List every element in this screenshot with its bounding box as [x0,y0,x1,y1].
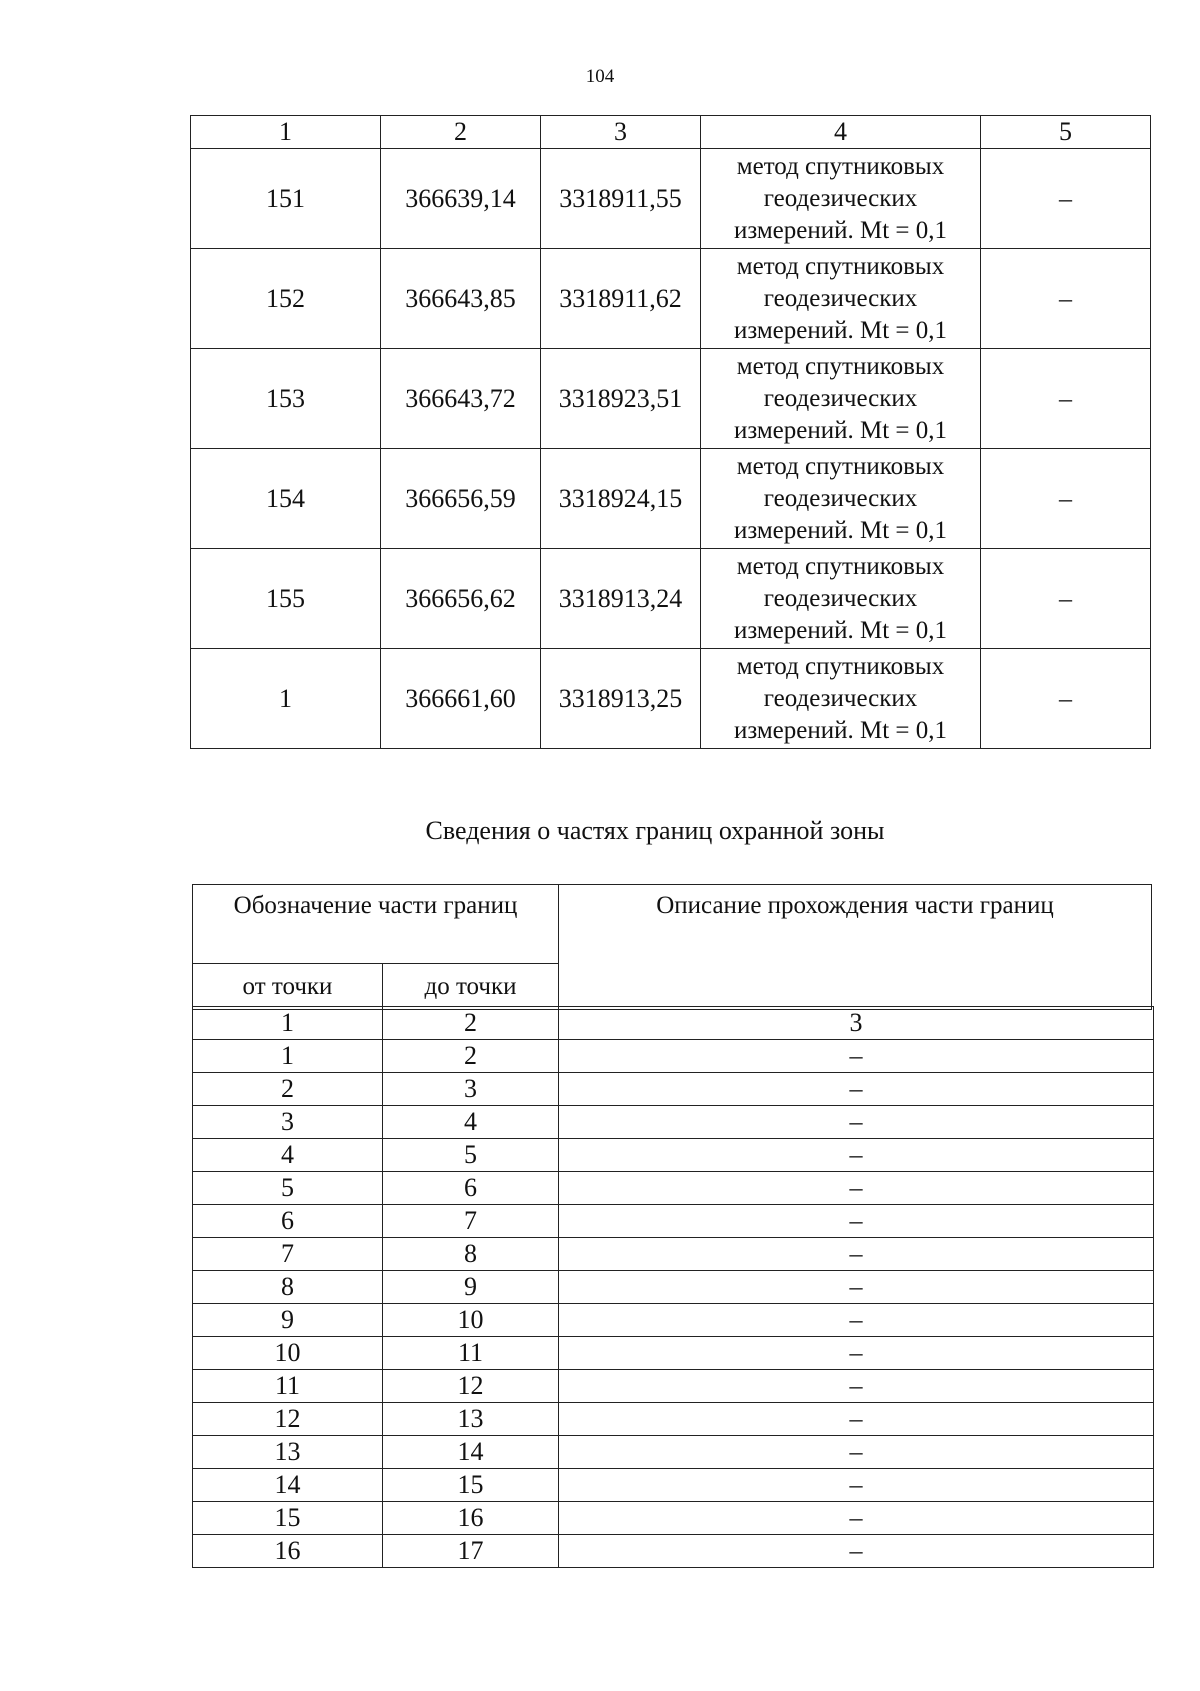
to-point: 9 [383,1271,559,1304]
method-line: метод спутниковых [736,252,945,280]
y-coordinate: 3318913,24 [541,549,701,649]
part-description: – [559,1106,1154,1139]
method-line: метод спутниковых [736,152,945,180]
page-number: 104 [585,66,615,87]
y-coordinate: 3318911,62 [541,249,701,349]
from-point: 8 [193,1271,383,1304]
column-number: 2 [383,1007,559,1040]
part-description: – [559,1502,1154,1535]
from-point: 5 [193,1172,383,1205]
from-point: 4 [193,1139,383,1172]
to-point: 15 [383,1469,559,1502]
point-number: 154 [191,449,381,549]
method-line: геодезических [763,184,918,212]
y-coordinate: 3318911,55 [541,149,701,249]
section-title: Сведения о частях границ охранной зоны [425,816,885,845]
from-point: 15 [193,1502,383,1535]
boundary-part-row [193,1535,1154,1568]
parts-numbering-row [193,1007,1154,1040]
to-point-header: до точки [383,964,559,1010]
x-coordinate: 366639,14 [381,149,541,249]
note: – [981,349,1151,449]
from-point: 10 [193,1337,383,1370]
note: – [981,649,1151,749]
note: – [981,149,1151,249]
coordinate-row [191,549,1151,649]
x-coordinate: 366643,85 [381,249,541,349]
note: – [981,249,1151,349]
method-line: измерений. Mt = 0,1 [733,716,948,744]
boundary-part-row [193,1139,1154,1172]
from-point: 14 [193,1469,383,1502]
part-description: – [559,1436,1154,1469]
part-description: – [559,1469,1154,1502]
part-description: – [559,1271,1154,1304]
part-description: – [559,1535,1154,1568]
determination-method [701,549,981,649]
boundary-part-row [193,1403,1154,1436]
to-point: 2 [383,1040,559,1073]
part-description: – [559,1337,1154,1370]
from-point: 1 [193,1040,383,1073]
part-description: – [559,1205,1154,1238]
column-number: 2 [381,116,541,149]
point-number: 1 [191,649,381,749]
boundary-part-row [193,1502,1154,1535]
coordinate-row [191,149,1151,249]
boundary-part-row [193,1040,1154,1073]
method-line: геодезических [763,684,918,712]
determination-method [701,249,981,349]
boundary-part-row [193,1469,1154,1502]
to-point: 17 [383,1535,559,1568]
to-point: 6 [383,1172,559,1205]
method-line: измерений. Mt = 0,1 [733,316,948,344]
method-line: метод спутниковых [736,652,945,680]
method-line: геодезических [763,584,918,612]
to-point: 3 [383,1073,559,1106]
to-point: 10 [383,1304,559,1337]
column-number: 1 [191,116,381,149]
column-number: 3 [541,116,701,149]
parts-table-header [192,884,1152,1010]
boundary-part-row [193,1304,1154,1337]
determination-method [701,649,981,749]
note: – [981,449,1151,549]
column-number: 3 [559,1007,1154,1040]
column-number: 1 [193,1007,383,1040]
boundary-parts-table [192,1006,1154,1568]
method-line: геодезических [763,384,918,412]
coordinates-table [190,115,1151,749]
from-point: 12 [193,1403,383,1436]
from-point: 6 [193,1205,383,1238]
determination-method [701,149,981,249]
note: – [981,549,1151,649]
part-description: – [559,1172,1154,1205]
column-number: 4 [701,116,981,149]
to-point: 5 [383,1139,559,1172]
method-line: геодезических [763,284,918,312]
from-point: 2 [193,1073,383,1106]
part-description: – [559,1040,1154,1073]
part-description: – [559,1370,1154,1403]
from-point: 11 [193,1370,383,1403]
part-description: – [559,1238,1154,1271]
to-point: 8 [383,1238,559,1271]
from-point: 16 [193,1535,383,1568]
to-point: 14 [383,1436,559,1469]
to-point: 13 [383,1403,559,1436]
coordinate-row [191,349,1151,449]
from-point-header: от точки [193,964,383,1010]
y-coordinate: 3318913,25 [541,649,701,749]
method-line: измерений. Mt = 0,1 [733,616,948,644]
point-number: 152 [191,249,381,349]
determination-method [701,449,981,549]
coordinate-row [191,649,1151,749]
part-description: – [559,1073,1154,1106]
point-number: 151 [191,149,381,249]
from-point: 3 [193,1106,383,1139]
x-coordinate: 366661,60 [381,649,541,749]
point-number: 153 [191,349,381,449]
method-line: геодезических [763,484,918,512]
boundary-part-row [193,1205,1154,1238]
x-coordinate: 366656,62 [381,549,541,649]
boundary-part-row [193,1238,1154,1271]
determination-method [701,349,981,449]
x-coordinate: 366656,59 [381,449,541,549]
boundary-part-designation-header: Обозначение части границ [193,885,559,964]
x-coordinate: 366643,72 [381,349,541,449]
point-number: 155 [191,549,381,649]
to-point: 4 [383,1106,559,1139]
boundary-part-row [193,1106,1154,1139]
boundary-part-row [193,1271,1154,1304]
to-point: 12 [383,1370,559,1403]
boundary-part-row [193,1370,1154,1403]
y-coordinate: 3318924,15 [541,449,701,549]
part-description: – [559,1139,1154,1172]
boundary-part-row [193,1337,1154,1370]
boundary-part-row [193,1436,1154,1469]
to-point: 7 [383,1205,559,1238]
method-line: метод спутниковых [736,352,945,380]
part-description: – [559,1304,1154,1337]
coordinates-header-row [191,116,1151,149]
coordinate-row [191,449,1151,549]
to-point: 11 [383,1337,559,1370]
method-line: метод спутниковых [736,452,945,480]
boundary-part-row [193,1073,1154,1106]
to-point: 16 [383,1502,559,1535]
from-point: 7 [193,1238,383,1271]
method-line: метод спутниковых [736,552,945,580]
from-point: 13 [193,1436,383,1469]
method-line: измерений. Mt = 0,1 [733,416,948,444]
coordinate-row [191,249,1151,349]
y-coordinate: 3318923,51 [541,349,701,449]
part-description: – [559,1403,1154,1436]
boundary-part-row [193,1172,1154,1205]
method-line: измерений. Mt = 0,1 [733,216,948,244]
from-point: 9 [193,1304,383,1337]
column-number: 5 [981,116,1151,149]
method-line: измерений. Mt = 0,1 [733,516,948,544]
boundary-part-description-header: Описание прохождения части границ [559,885,1152,1010]
